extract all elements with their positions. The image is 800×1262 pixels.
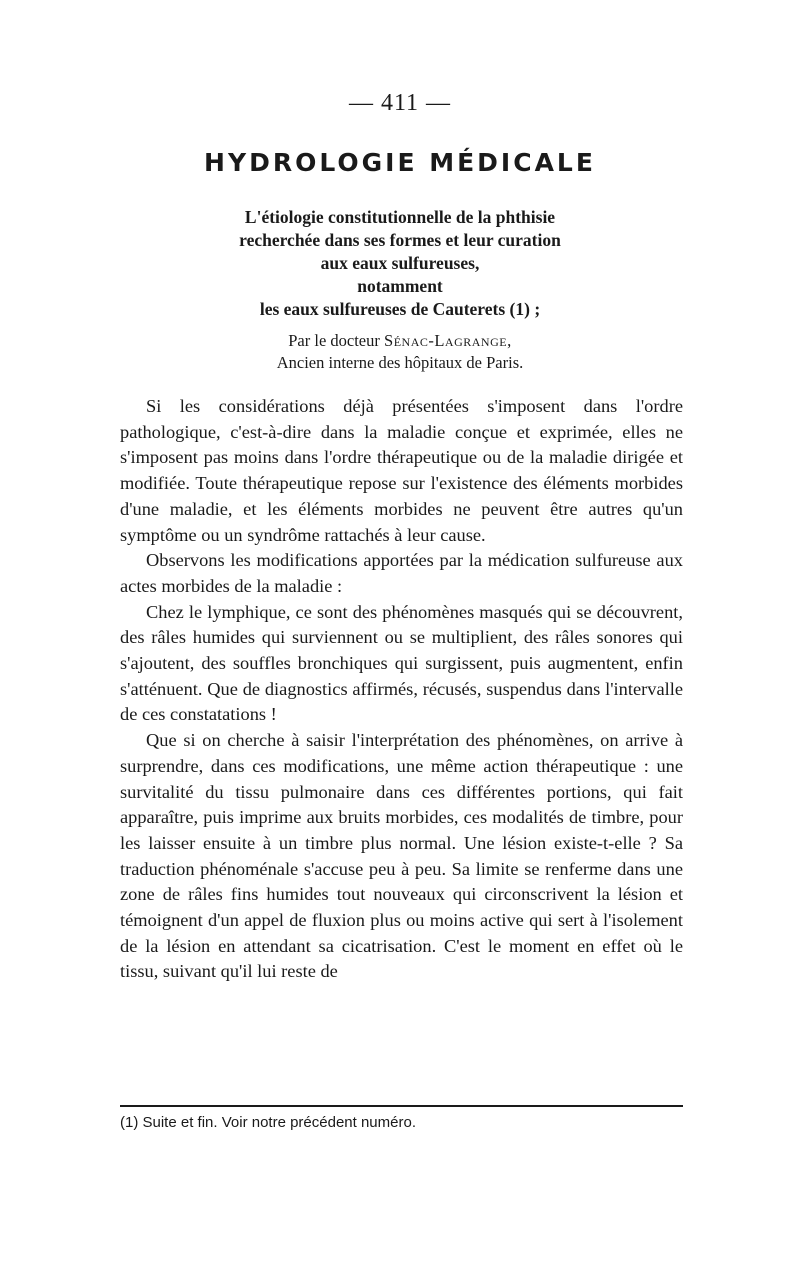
body-paragraph: Que si on cherche à saisir l'interprétation des phénomènes, on arrive à surprendre, dans ces modifications, une même action thérapeutique : une survitalité du tissu pulmonaire dans ces différentes portions, qui fait apparaître, puis imprime aux bruits morbides, ces modalités de timbre, pour les laisser ensuite à un timbre plus normal. Une lésion existe-t-elle ? Sa traduction phénoménale s'accuse peu à peu. Sa limite se renferme dans une zone de râles fins humides tout nouveaux qui circonscrivent la lésion et témoignent d'un appel de fluxion plus ou moins active qui sert à l'isolement de la lésion en attendant sa cicatrisation. C'est le moment en effet où le tissu, suivant qu'il lui reste de [120, 730, 683, 982]
author-block [0, 330, 800, 374]
footnote: (1) Suite et fin. Voir notre précédent numéro. [120, 1114, 416, 1131]
page-number: — 411 — [348, 90, 452, 116]
article-title-line: aux eaux sulfureuses, [320, 253, 480, 273]
body-paragraph: Si les considérations déjà présentées s'imposent dans l'ordre pathologique, c'est-à-dire dans la maladie conçue et exprimée, elles ne s'imposent pas moins dans l'ordre thérapeutique ou de la maladie dirigée et modifiée. Toute thérapeutique repose sur l'existence des éléments morbides d'une maladie, et les éléments morbides ne peuvent être autres qu'un symptôme ou un syndrôme rattachés à leur cause. [120, 396, 683, 545]
article-body [120, 394, 683, 985]
author-role: Ancien interne des hôpitaux de Paris. [276, 353, 524, 372]
article-title-line: notamment [357, 276, 443, 296]
body-paragraph: Chez le lymphique, ce sont des phénomènes masqués qui se découvrent, des râles humides qui surviennent ou se multiplient, des râles sonores qui s'ajoutent, des souffles bronchiques qui surgissent, puis augmentent, enfin s'atténuent. Que de diagnostics affirmés, récusés, suspendus dans l'intervalle de ces constatations ! [120, 601, 683, 725]
article-title-line: recherchée dans ses formes et leur curation [239, 230, 561, 250]
article-title-line: L'étiologie constitutionnelle de la phthisie [244, 207, 556, 227]
article-title-line: les eaux sulfureuses de Cauterets (1) ; [259, 299, 541, 319]
article-title [150, 206, 650, 321]
section-title: HYDROLOGIE MÉDICALE [204, 148, 596, 177]
author-name: Sénac-Lagrange, [384, 331, 512, 350]
author-prefix: Par le docteur [288, 331, 385, 350]
footnote-rule [120, 1105, 683, 1107]
author-line [0, 330, 800, 352]
body-paragraph: Observons les modifications apportées par la médication sulfureuse aux actes morbides de la maladie : [120, 550, 683, 596]
